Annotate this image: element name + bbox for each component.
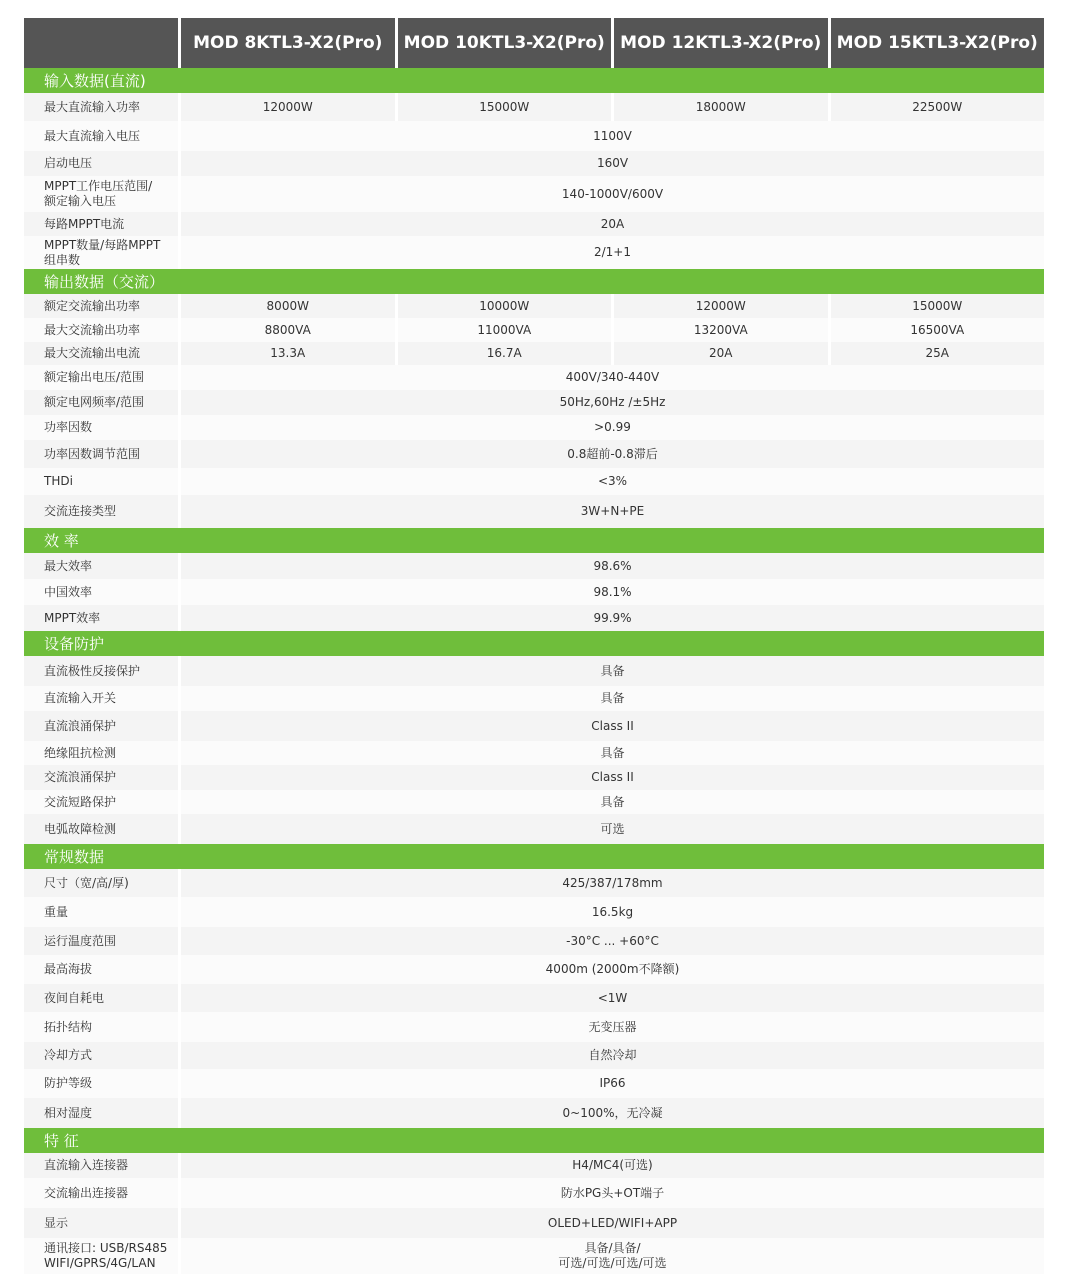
table-row — [24, 741, 1044, 765]
table-row — [24, 1012, 1044, 1042]
row-value: 12000W — [178, 93, 395, 121]
table-row — [24, 365, 1044, 390]
table-row — [24, 656, 1044, 686]
header-model-8ktl3: MOD 8KTL3-X2(Pro) — [178, 18, 395, 68]
row-label: 最高海拔 — [44, 962, 93, 976]
table-row — [24, 318, 1044, 342]
table-body — [24, 68, 1044, 1274]
row-label: 交流浪涌保护 — [44, 770, 117, 784]
table-row — [24, 1238, 1044, 1274]
row-label: 启动电压 — [44, 156, 93, 170]
table-row — [24, 176, 1044, 212]
row-label: MPPT效率 — [44, 610, 101, 625]
spec-table — [24, 18, 1044, 1274]
row-value: 15000W — [395, 93, 612, 121]
row-value: Class II — [178, 765, 1044, 790]
table-row — [24, 711, 1044, 741]
row-label: 电弧故障检测 — [44, 821, 117, 836]
table-row — [24, 151, 1044, 176]
header-corner — [24, 18, 178, 68]
row-value: 0.8超前-0.8滞后 — [178, 440, 1044, 468]
row-label: 交流连接类型 — [44, 504, 117, 518]
row-label: 最大直流输入电压 — [44, 128, 141, 143]
table-row — [24, 765, 1044, 790]
row-label: 最大交流输出电流 — [44, 346, 141, 360]
row-label: 直流输入开关 — [44, 691, 117, 705]
table-row — [24, 495, 1044, 528]
row-value: 1100V — [178, 121, 1044, 151]
row-value: 13200VA — [611, 318, 828, 342]
row-label: 功率因数调节范围 — [44, 446, 141, 461]
row-value: 12000W — [611, 294, 828, 318]
row-value: 20A — [611, 342, 828, 365]
row-value: 自然冷却 — [178, 1042, 1044, 1069]
row-label: 额定输出电压/范围 — [44, 370, 145, 384]
row-value: 99.9% — [178, 605, 1044, 631]
row-value: 16500VA — [828, 318, 1045, 342]
row-value: 2/1+1 — [178, 236, 1044, 269]
row-value: 0~100%，无冷凝 — [178, 1098, 1044, 1128]
row-value: <3% — [178, 468, 1044, 495]
row-value: 可选 — [178, 814, 1044, 844]
table-row — [24, 415, 1044, 440]
row-value: 具备 — [178, 741, 1044, 765]
table-row — [24, 984, 1044, 1012]
row-value: 98.6% — [178, 553, 1044, 579]
row-label: 运行温度范围 — [44, 933, 117, 948]
row-label: 直流极性反接保护 — [44, 663, 141, 678]
table-row — [24, 1153, 1044, 1178]
row-value: H4/MC4(可选) — [178, 1153, 1044, 1178]
table-row — [24, 1178, 1044, 1208]
row-label: 最大效率 — [44, 558, 93, 573]
table-row — [24, 1098, 1044, 1128]
table-row — [24, 790, 1044, 814]
row-label: 重量 — [44, 904, 69, 919]
section-header: 设备防护 — [24, 631, 1044, 656]
row-value: 18000W — [611, 93, 828, 121]
header-model-12ktl3: MOD 12KTL3-X2(Pro) — [611, 18, 828, 68]
row-value: 16.5kg — [178, 897, 1044, 927]
row-label: 额定交流输出功率 — [44, 298, 141, 313]
row-label: 直流浪涌保护 — [44, 718, 117, 733]
table-row — [24, 553, 1044, 579]
row-label: 交流短路保护 — [44, 794, 117, 809]
row-value: 16.7A — [395, 342, 612, 365]
row-value: 3W+N+PE — [178, 495, 1044, 528]
table-row — [24, 121, 1044, 151]
row-value: 50Hz,60Hz /±5Hz — [178, 390, 1044, 415]
row-label: 每路MPPT电流 — [44, 216, 125, 231]
row-label: 绝缘阻抗检测 — [44, 745, 117, 760]
row-value: 140-1000V/600V — [178, 176, 1044, 212]
row-value: <1W — [178, 984, 1044, 1012]
row-value: 20A — [178, 212, 1044, 236]
row-value: 8000W — [178, 294, 395, 318]
table-row — [24, 579, 1044, 605]
table-row — [24, 814, 1044, 844]
table-row — [24, 1042, 1044, 1069]
table-row — [24, 869, 1044, 897]
table-row — [24, 468, 1044, 495]
row-value: 防水PG头+OT端子 — [178, 1178, 1044, 1208]
row-value: 具备 — [178, 790, 1044, 814]
table-row — [24, 342, 1044, 365]
row-value: 具备 — [178, 686, 1044, 711]
row-label: 通讯接口: USB/RS485 WIFI/GPRS/4G/LAN — [44, 1241, 168, 1270]
row-value: 11000VA — [395, 318, 612, 342]
row-value: 8800VA — [178, 318, 395, 342]
row-label: 中国效率 — [44, 584, 93, 599]
row-label: 尺寸（宽/高/厚) — [44, 875, 129, 890]
row-value: 400V/340-440V — [178, 365, 1044, 390]
row-value: 160V — [178, 151, 1044, 176]
row-label: 拓扑结构 — [44, 1019, 93, 1034]
section-header: 效 率 — [24, 528, 1044, 553]
table-row — [24, 605, 1044, 631]
row-label: 相对湿度 — [44, 1105, 93, 1120]
section-header: 输入数据(直流) — [24, 68, 1044, 93]
row-value: 具备 — [178, 656, 1044, 686]
row-value: >0.99 — [178, 415, 1044, 440]
table-row — [24, 1069, 1044, 1098]
row-value: -30°C ... +60°C — [178, 927, 1044, 955]
row-value: 无变压器 — [178, 1012, 1044, 1042]
row-value: 具备/具备/ 可选/可选/可选/可选 — [178, 1238, 1044, 1274]
row-value: Class II — [178, 711, 1044, 741]
row-label: 显示 — [44, 1215, 69, 1230]
row-value: 22500W — [828, 93, 1045, 121]
section-header: 常规数据 — [24, 844, 1044, 869]
row-label: MPPT数量/每路MPPT 组串数 — [44, 237, 161, 267]
header-model-15ktl3: MOD 15KTL3-X2(Pro) — [828, 18, 1045, 68]
row-value: 4000m (2000m不降额) — [178, 955, 1044, 984]
table-row — [24, 955, 1044, 984]
row-label: 交流输出连接器 — [44, 1185, 129, 1200]
table-row — [24, 294, 1044, 318]
row-label: 最大直流输入功率 — [44, 99, 141, 114]
row-value: 98.1% — [178, 579, 1044, 605]
table-row — [24, 1208, 1044, 1238]
row-label: 冷却方式 — [44, 1048, 93, 1062]
row-value: 10000W — [395, 294, 612, 318]
row-label: 防护等级 — [44, 1076, 93, 1090]
row-value: 25A — [828, 342, 1045, 365]
table-row — [24, 897, 1044, 927]
section-header: 输出数据（交流） — [24, 269, 1044, 294]
row-label: 最大交流输出功率 — [44, 322, 141, 337]
row-label: 功率因数 — [44, 420, 93, 434]
row-value: IP66 — [178, 1069, 1044, 1098]
table-row — [24, 212, 1044, 236]
row-label: 直流输入连接器 — [44, 1158, 129, 1172]
table-row — [24, 440, 1044, 468]
row-label: THDi — [44, 474, 73, 488]
table-row — [24, 93, 1044, 121]
table-row — [24, 927, 1044, 955]
row-label: 额定电网频率/范围 — [44, 395, 145, 409]
row-value: 13.3A — [178, 342, 395, 365]
table-row — [24, 236, 1044, 269]
row-label: MPPT工作电压范围/ 额定输入电压 — [44, 179, 153, 208]
table-row — [24, 390, 1044, 415]
row-value: OLED+LED/WIFI+APP — [178, 1208, 1044, 1238]
header-model-10ktl3: MOD 10KTL3-X2(Pro) — [395, 18, 612, 68]
row-value: 425/387/178mm — [178, 869, 1044, 897]
row-label: 夜间自耗电 — [44, 990, 105, 1005]
table-header-row — [24, 18, 1044, 68]
table-row — [24, 686, 1044, 711]
section-header: 特 征 — [24, 1128, 1044, 1153]
row-value: 15000W — [828, 294, 1045, 318]
